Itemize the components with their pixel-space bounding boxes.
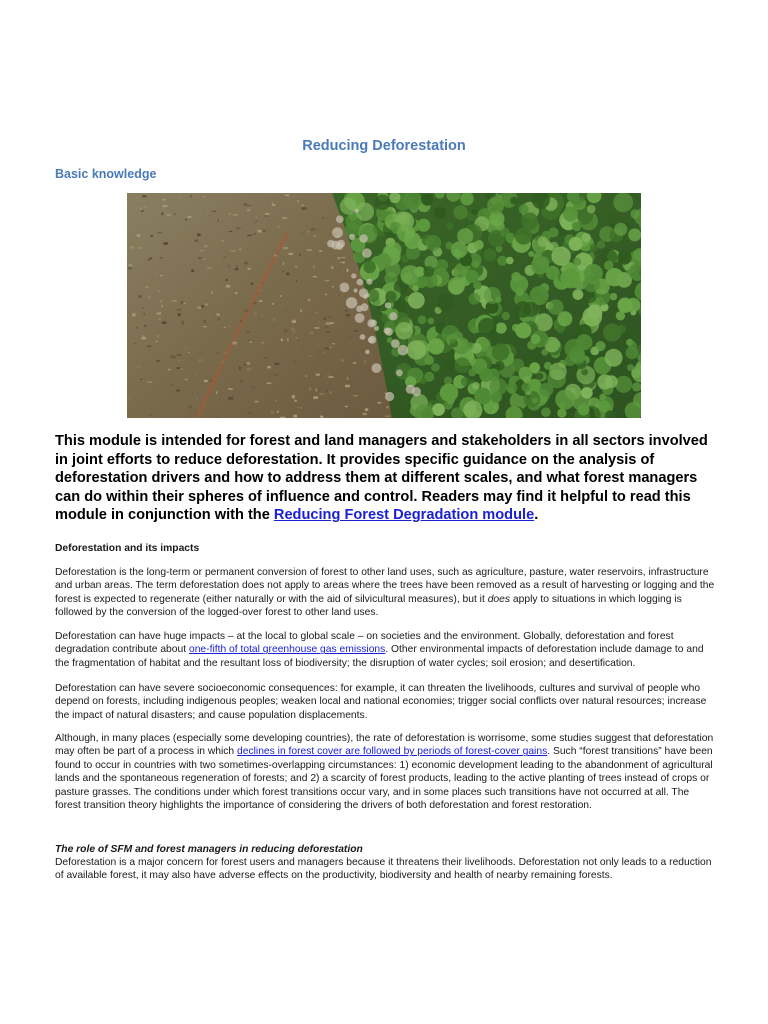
paragraph-text: Although, in many places (especially some developing countries), the rate of deforestation is worrisome, some studies suggest that deforestation may often be part of a process in which <box>55 733 714 758</box>
paragraph-definition <box>55 566 715 620</box>
intro-text: This module is intended for forest and land managers and stakeholders in all sectors involved in joint efforts to reduce deforestation. It provides specific guidance on the analysis of deforestation drivers and how to address them at different scales, and what forest managers can do within their spheres of influence and control. Readers may find it helpful to read this module in conjunction with the <box>55 433 708 524</box>
reducing-forest-degradation-link[interactable]: Reducing Forest Degradation module <box>273 507 535 524</box>
paragraph-sfm: Deforestation is a major concern for forest users and managers because it threatens their livelihoods. Deforestation not only leads to a reduction of available forest, it may also have adverse effects on the productivity, biodiversity and health of nearby remaining forests. <box>55 857 712 882</box>
paragraph-impacts <box>55 630 715 670</box>
greenhouse-emissions-link[interactable]: one-fifth of total greenhouse gas emissions <box>188 644 386 656</box>
paragraph-forest-transitions <box>55 732 715 812</box>
intro-paragraph <box>55 432 715 525</box>
forest-cover-gains-link[interactable]: declines in forest cover are followed by periods of forest-cover gains <box>237 746 548 758</box>
paragraph-text: Deforestation can have huge impacts – at the local to global scale – on societies and the environment. Globally, deforestation and forest degradation contribute about <box>55 631 674 656</box>
heading-sfm-role: The role of SFM and forest managers in reducing deforestation <box>55 844 363 855</box>
paragraph-text: apply to situations in which logging is followed by the conversion of the logged-over forest to other land uses. <box>55 593 682 619</box>
heading-deforestation-impacts: Deforestation and its impacts <box>55 543 200 554</box>
emphasis-text: does <box>487 593 511 605</box>
paragraph-text: Deforestation is the long-term or permanent conversion of forest to other land uses, such as agriculture, pasture, water reservoirs, infrastructure and urban areas. The term deforestation does not apply to areas where the trees have been removed as a result of harvesting or logging and the forest is expected to regenerate (either naturally or with the aid of silvicultural measures), but it <box>55 567 715 605</box>
paragraph-text: . Other environmental impacts of deforestation include damage to and the fragmentation of habitat and the resultant loss of biodiversity; the disruption of water cycles; soil erosion; and desertification. <box>55 644 704 669</box>
paragraph-socioeconomic: Deforestation can have severe socioeconomic consequences: for example, it can threaten the livelihoods, cultures and survival of people who depend on forests, including indigenous peoples; weaken local and national economies; trigger social conflicts over natural resources; increase the impact of natural disasters; and cause population displacements. <box>55 683 707 721</box>
paragraph-text: . Such “forest transitions” have been found to occur in countries with two sometimes-overlapping circumstances: 1) economic development leading to the abandonment of agricultural lands and the spontaneous regeneration of forests; and 2) a scarcity of forest products, leading to the active planting of trees instead of crops or pasture grasses. The conditions under which forest transitions occur vary, and in some places such transitions have not occurred at all. The forest transition theory highlights the importance of considering the drivers of both deforestation and forest restoration. <box>55 746 713 812</box>
section-heading-basic-knowledge: Basic knowledge <box>55 167 157 181</box>
intro-text-end: . <box>534 507 539 524</box>
page-title: Reducing Deforestation <box>302 138 466 154</box>
deforestation-aerial-photo <box>127 193 641 418</box>
